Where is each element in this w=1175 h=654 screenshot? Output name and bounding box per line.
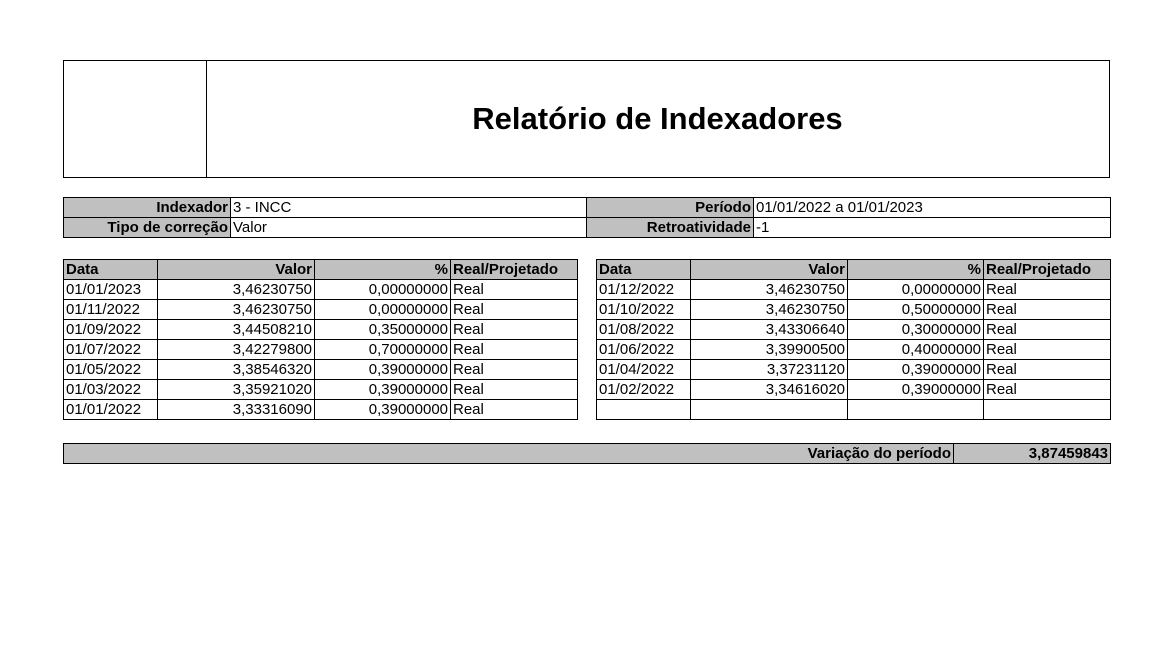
page-title: Relatório de Indexadores (472, 101, 843, 136)
cell-percent: 0,40000000 (848, 340, 984, 360)
info-row-tipo (64, 218, 587, 238)
summary-table (63, 443, 1111, 464)
cell-data: 01/02/2022 (597, 380, 691, 400)
index-table-right (596, 259, 1111, 420)
info-row-indexador (64, 198, 587, 218)
table-row (597, 300, 1111, 320)
col-header-valor: Valor (691, 260, 848, 280)
col-header-valor: Valor (158, 260, 315, 280)
col-header-percent: % (848, 260, 984, 280)
table-row (597, 320, 1111, 340)
cell-percent: 0,00000000 (315, 300, 451, 320)
cell-valor (691, 400, 848, 420)
cell-real-projetado: Real (451, 320, 578, 340)
col-header-data: Data (597, 260, 691, 280)
cell-percent: 0,39000000 (848, 380, 984, 400)
table-row (64, 380, 578, 400)
tipo-correcao-label: Tipo de correção (64, 218, 231, 238)
cell-percent: 0,70000000 (315, 340, 451, 360)
periodo-value: 01/01/2022 a 01/01/2023 (754, 198, 1111, 218)
info-row-retroatividade (587, 218, 1111, 238)
cell-real-projetado: Real (451, 380, 578, 400)
cell-data: 01/11/2022 (64, 300, 158, 320)
cell-real-projetado: Real (451, 280, 578, 300)
cell-valor: 3,46230750 (691, 300, 848, 320)
tipo-correcao-value: Valor (231, 218, 587, 238)
cell-percent: 0,39000000 (315, 380, 451, 400)
cell-valor: 3,46230750 (158, 280, 315, 300)
table-row (64, 280, 578, 300)
cell-percent: 0,39000000 (315, 360, 451, 380)
retroatividade-label: Retroatividade (587, 218, 754, 238)
cell-percent: 0,39000000 (848, 360, 984, 380)
cell-valor: 3,44508210 (158, 320, 315, 340)
cell-data (597, 400, 691, 420)
cell-valor: 3,38546320 (158, 360, 315, 380)
cell-percent: 0,30000000 (848, 320, 984, 340)
cell-real-projetado: Real (451, 400, 578, 420)
cell-valor: 3,46230750 (691, 280, 848, 300)
indexador-value: 3 - INCC (231, 198, 587, 218)
index-table-left (63, 259, 578, 420)
cell-data: 01/04/2022 (597, 360, 691, 380)
cell-real-projetado: Real (984, 360, 1111, 380)
cell-real-projetado: Real (984, 300, 1111, 320)
cell-percent: 0,00000000 (315, 280, 451, 300)
cell-percent (848, 400, 984, 420)
info-table-left (63, 197, 587, 238)
cell-data: 01/06/2022 (597, 340, 691, 360)
report-header (63, 60, 1110, 178)
cell-valor: 3,39900500 (691, 340, 848, 360)
cell-percent: 0,00000000 (848, 280, 984, 300)
cell-real-projetado: Real (984, 320, 1111, 340)
cell-real-projetado: Real (451, 360, 578, 380)
table-row (64, 360, 578, 380)
variacao-periodo-value: 3,87459843 (954, 444, 1111, 464)
cell-valor: 3,43306640 (691, 320, 848, 340)
table-row (597, 280, 1111, 300)
cell-data: 01/08/2022 (597, 320, 691, 340)
table-row (64, 300, 578, 320)
col-header-percent: % (315, 260, 451, 280)
periodo-label: Período (587, 198, 754, 218)
cell-real-projetado: Real (451, 300, 578, 320)
table-row (64, 400, 578, 420)
cell-real-projetado: Real (984, 280, 1111, 300)
cell-data: 01/09/2022 (64, 320, 158, 340)
table-row (64, 320, 578, 340)
cell-valor: 3,35921020 (158, 380, 315, 400)
table-row (597, 360, 1111, 380)
cell-percent: 0,39000000 (315, 400, 451, 420)
cell-valor: 3,46230750 (158, 300, 315, 320)
logo-area (64, 61, 207, 177)
col-header-real-projetado: Real/Projetado (451, 260, 578, 280)
cell-data: 01/10/2022 (597, 300, 691, 320)
table-row (597, 400, 1111, 420)
cell-valor: 3,37231120 (691, 360, 848, 380)
info-table-right (586, 197, 1111, 238)
col-header-real-projetado: Real/Projetado (984, 260, 1111, 280)
info-row-periodo (587, 198, 1111, 218)
table-header-row (64, 260, 578, 280)
cell-real-projetado: Real (984, 340, 1111, 360)
cell-valor: 3,42279800 (158, 340, 315, 360)
retroatividade-value: -1 (754, 218, 1111, 238)
cell-real-projetado: Real (451, 340, 578, 360)
cell-data: 01/05/2022 (64, 360, 158, 380)
summary-row (64, 444, 1111, 464)
cell-data: 01/07/2022 (64, 340, 158, 360)
table-header-row (597, 260, 1111, 280)
table-row (64, 340, 578, 360)
cell-valor: 3,34616020 (691, 380, 848, 400)
cell-percent: 0,35000000 (315, 320, 451, 340)
cell-valor: 3,33316090 (158, 400, 315, 420)
table-row (597, 340, 1111, 360)
cell-data: 01/03/2022 (64, 380, 158, 400)
col-header-data: Data (64, 260, 158, 280)
cell-percent: 0,50000000 (848, 300, 984, 320)
cell-data: 01/01/2022 (64, 400, 158, 420)
variacao-periodo-label: Variação do período (64, 444, 954, 464)
table-row (597, 380, 1111, 400)
indexador-label: Indexador (64, 198, 231, 218)
cell-data: 01/12/2022 (597, 280, 691, 300)
cell-data: 01/01/2023 (64, 280, 158, 300)
cell-real-projetado (984, 400, 1111, 420)
cell-real-projetado: Real (984, 380, 1111, 400)
